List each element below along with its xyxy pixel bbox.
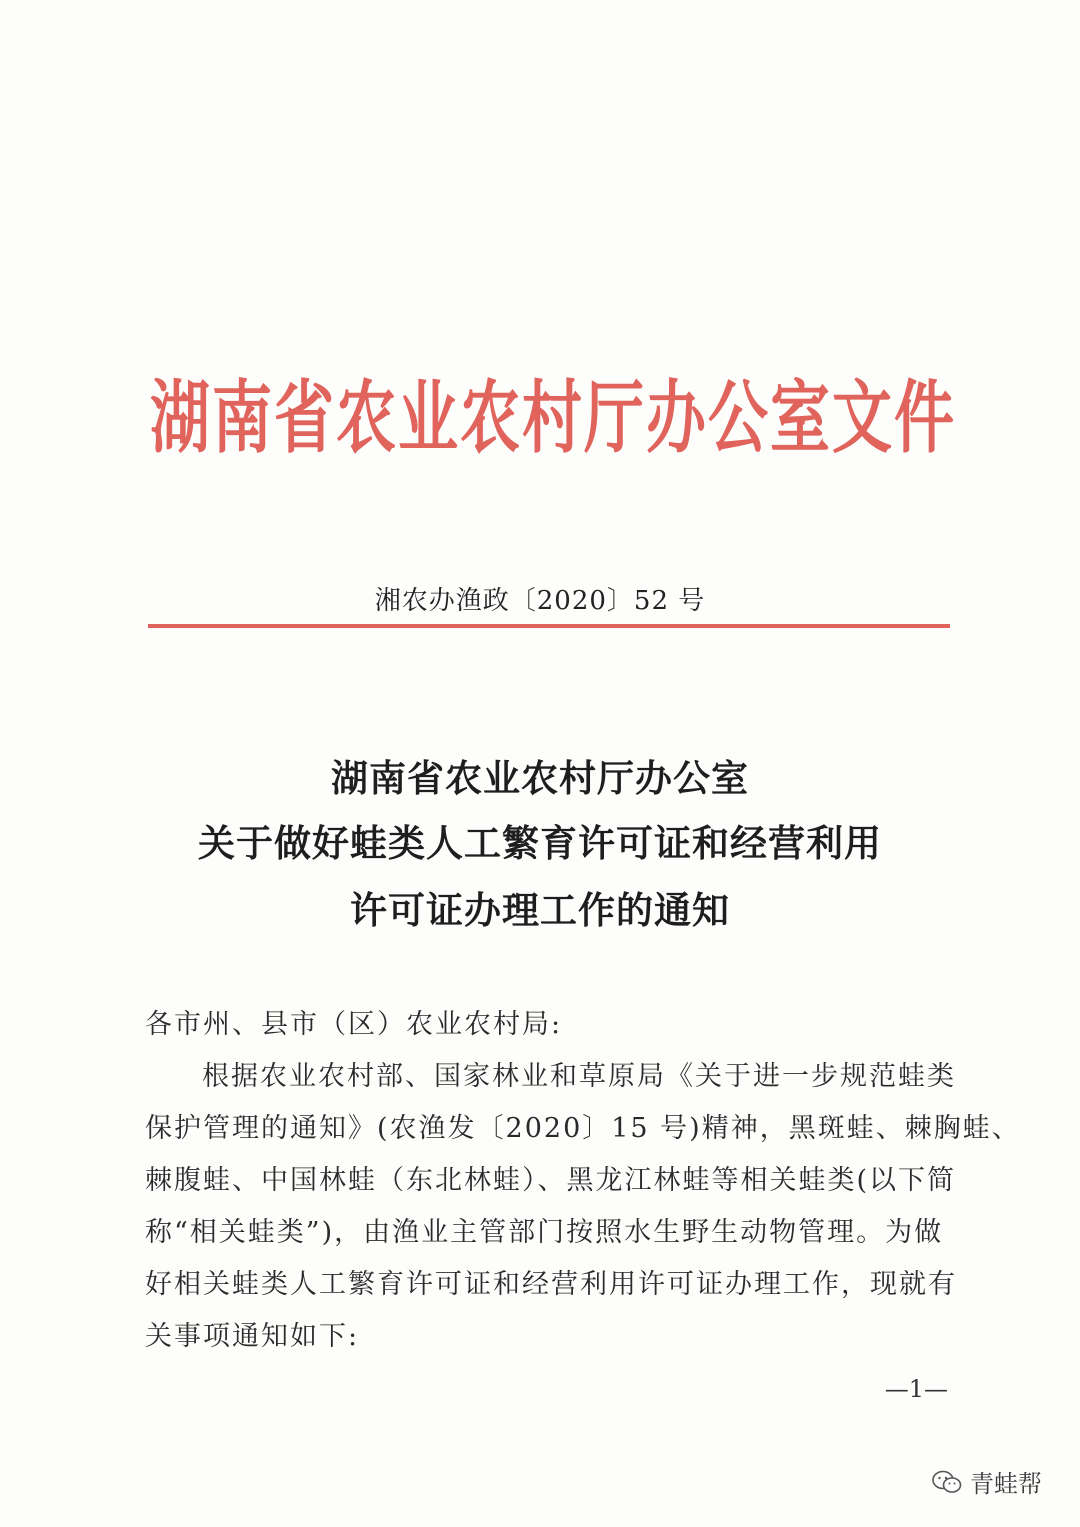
- issuer-banner: 湖南省农业农村厅办公室文件: [150, 372, 956, 465]
- watermark-label: 青蛙帮: [970, 1470, 1042, 1498]
- title-line-2: 关于做好蛙类人工繁育许可证和经营利用: [198, 821, 882, 865]
- document-number: 湘农办渔政〔2020〕52 号: [374, 586, 706, 616]
- wechat-icon: [932, 1470, 962, 1494]
- title-line-3: 许可证办理工作的通知: [350, 888, 730, 932]
- body-line: 根据农业农村部、国家林业和草原局《关于进一步规范蛙类: [202, 1061, 956, 1092]
- red-divider: [148, 624, 950, 628]
- page-number: —1—: [884, 1375, 948, 1403]
- salutation: 各市州、县市（区）农业农村局:: [145, 1009, 563, 1040]
- title-line-1: 湖南省农业农村厅办公室: [331, 756, 749, 800]
- body-line: 称“相关蛙类”)，由渔业主管部门按照水生野生动物管理。为做: [145, 1217, 944, 1248]
- body-line: 好相关蛙类人工繁育许可证和经营利用许可证办理工作，现就有: [145, 1269, 957, 1300]
- body-line: 棘腹蛙、中国林蛙（东北林蛙）、黑龙江林蛙等相关蛙类(以下简: [145, 1165, 957, 1196]
- body-line: 关事项通知如下:: [145, 1321, 360, 1352]
- source-watermark: [932, 1464, 1042, 1499]
- body-line: 保护管理的通知》(农渔发〔2020〕15 号)精神，黑斑蛙、棘胸蛙、: [145, 1113, 1021, 1144]
